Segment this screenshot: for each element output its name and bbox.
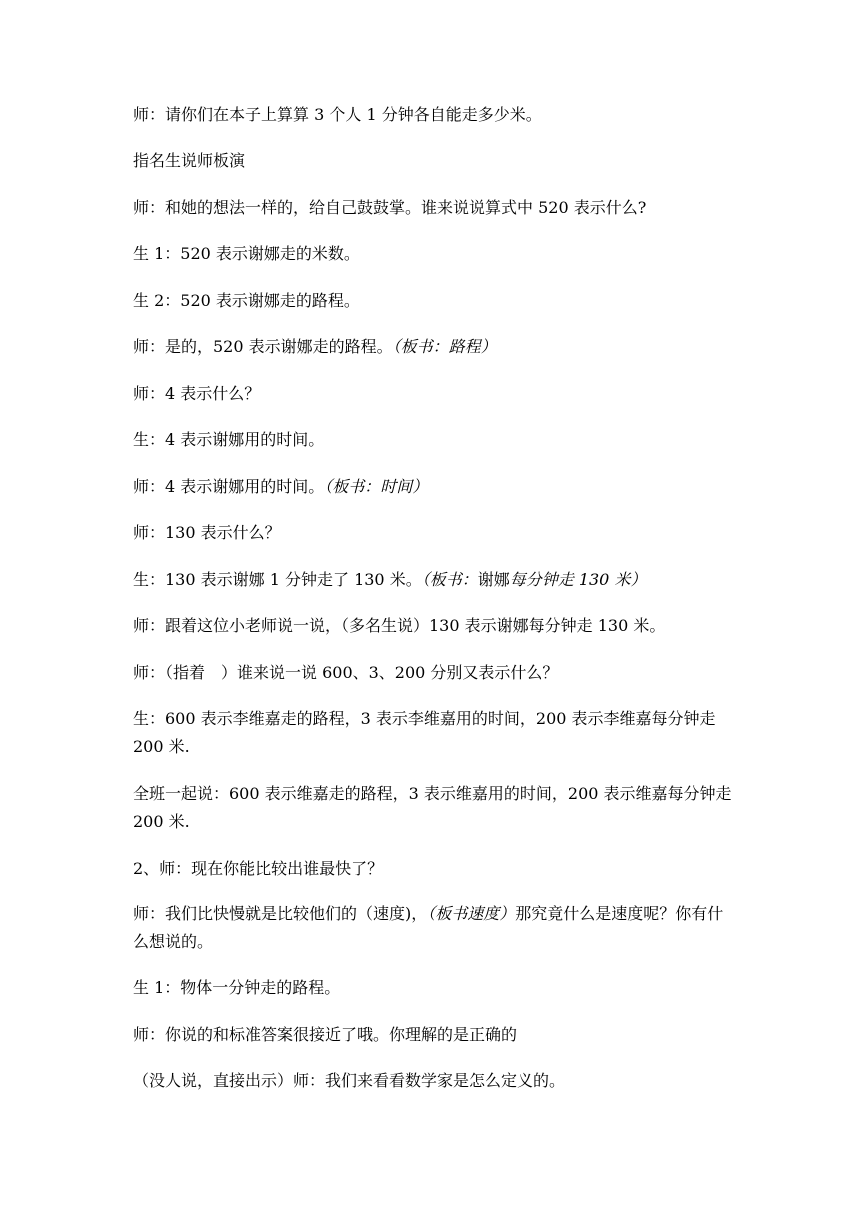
paragraph (133, 780, 737, 836)
paragraph (133, 287, 733, 315)
text-run: 师：是的，520 表示谢娜走的路程。 (133, 337, 393, 356)
text-run: 生 2：520 表示谢娜走的路程。 (133, 291, 360, 310)
paragraph (133, 426, 733, 454)
text-run: 谢娜 (477, 570, 510, 589)
text-run: 师：跟着这位小老师说一说，（多名生说）130 表示谢娜每分钟走 130 米。 (133, 616, 666, 635)
paragraph (133, 101, 733, 129)
paragraph (133, 333, 733, 361)
paragraph (133, 855, 733, 883)
paragraph (133, 974, 733, 1002)
text-run: 生 1：520 表示谢娜走的米数。 (133, 244, 360, 263)
text-run: 2、师：现在你能比较出谁最快了？ (133, 859, 384, 878)
paragraph (133, 147, 733, 175)
paragraph (133, 705, 733, 761)
board-note: （板书：路程） (392, 337, 497, 356)
text-run: 师：你说的和标准答案很接近了哦。你理解的是正确的 (133, 1025, 518, 1044)
paragraph (133, 473, 733, 501)
board-note: （板书： (421, 570, 478, 589)
text-run: 指名生说师板演 (133, 151, 246, 170)
board-note: 每分钟走 130 米） (509, 570, 647, 589)
paragraph (133, 1067, 733, 1095)
paragraph (133, 1021, 733, 1049)
text-run: 那究竟什么是速度呢？你有什么想说的。 (133, 904, 724, 951)
text-run: 师：请你们在本子上算算 3 个人 1 分钟各自能走多少米。 (133, 105, 542, 124)
text-run: 师：（指着 ）谁来说一说 600、3、200 分别又表示什么？ (133, 663, 559, 682)
paragraph (133, 900, 733, 956)
text-run: （没人说，直接出示）师：我们来看看数学家是怎么定义的。 (133, 1071, 566, 1090)
paragraph (133, 194, 733, 222)
text-run: 师：和她的想法一样的，给自己鼓鼓掌。谁来说说算式中 520 表示什么? (133, 198, 647, 217)
text-run: 生：4 表示谢娜用的时间。 (133, 430, 325, 449)
paragraph (133, 240, 733, 268)
text-run: 生：600 表示李维嘉走的路程，3 表示李维嘉用的时间，200 表示李维嘉每分钟走 200 米. (133, 709, 721, 756)
text-run: 师：我们比快慢就是比较他们的（速度)， (133, 904, 428, 923)
text-run: 师：4 表示什么？ (133, 384, 261, 403)
text-run: 生：130 表示谢娜 1 分钟走了 130 米。 (133, 570, 422, 589)
text-run: 全班一起说：600 表示维嘉走的路程，3 表示维嘉用的时间，200 表示维嘉每分钟走 200 米. (133, 784, 737, 831)
paragraph (133, 612, 733, 640)
text-run: 生 1：物体一分钟走的路程。 (133, 978, 341, 997)
paragraph (133, 519, 733, 547)
text-run: 师：4 表示谢娜用的时间。 (133, 477, 325, 496)
text-run: 师：130 表示什么？ (133, 523, 281, 542)
paragraph (133, 659, 733, 687)
board-note: （板书：时间） (324, 477, 429, 496)
paragraph (133, 380, 733, 408)
paragraph (133, 566, 733, 594)
board-note: （板书速度） (427, 904, 516, 923)
